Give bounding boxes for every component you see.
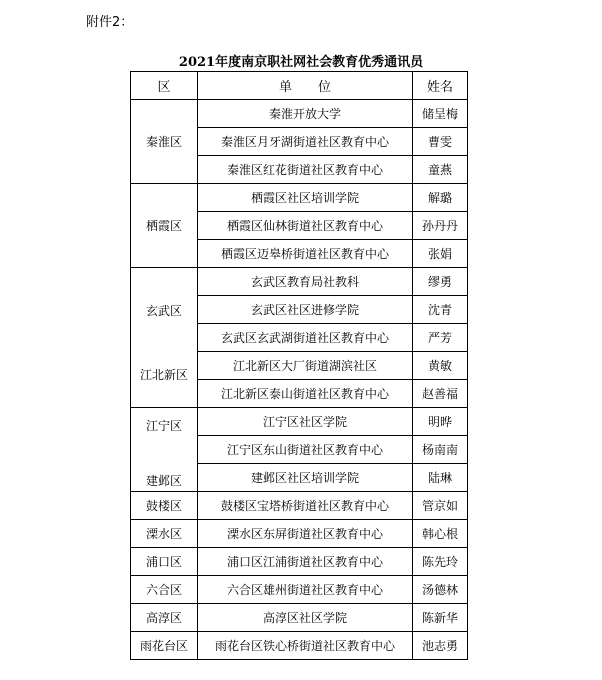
district-label: 江宁区 xyxy=(145,418,182,433)
unit-cell: 玄武区教育局社教科 xyxy=(198,268,413,296)
name-cell: 管京如 xyxy=(413,492,468,520)
table-row xyxy=(131,408,468,436)
district-cell: 雨花台区 xyxy=(131,632,198,660)
district-cell: 秦淮区 xyxy=(131,100,198,184)
name-cell: 黄敏 xyxy=(413,352,468,380)
unit-cell: 秦淮区月牙湖街道社区教育中心 xyxy=(198,128,413,156)
table-row xyxy=(131,548,468,576)
name-cell: 明晔 xyxy=(413,408,468,436)
name-cell: 陈新华 xyxy=(413,604,468,632)
district-label: 建邺区 xyxy=(145,474,182,489)
unit-cell: 溧水区东屏街道社区教育中心 xyxy=(198,520,413,548)
name-cell: 解璐 xyxy=(413,184,468,212)
name-cell: 张娟 xyxy=(413,240,468,268)
unit-cell: 栖霞区迈皋桥街道社区教育中心 xyxy=(198,240,413,268)
unit-cell: 玄武区社区进修学院 xyxy=(198,296,413,324)
name-cell: 缪勇 xyxy=(413,268,468,296)
unit-cell: 高淳区社区学院 xyxy=(198,604,413,632)
name-cell: 储呈梅 xyxy=(413,100,468,128)
header-unit: 单 位 xyxy=(198,72,413,100)
name-cell: 赵善福 xyxy=(413,380,468,408)
district-cell xyxy=(131,268,198,408)
unit-cell: 秦淮开放大学 xyxy=(198,100,413,128)
district-cell: 浦口区 xyxy=(131,548,198,576)
name-cell: 杨南南 xyxy=(413,436,468,464)
unit-cell: 鼓楼区宝塔桥街道社区教育中心 xyxy=(198,492,413,520)
roster-table xyxy=(130,71,468,660)
table-row xyxy=(131,268,468,296)
table-row xyxy=(131,520,468,548)
name-cell: 曹雯 xyxy=(413,128,468,156)
unit-cell: 江北新区泰山街道社区教育中心 xyxy=(198,380,413,408)
unit-cell: 玄武区玄武湖街道社区教育中心 xyxy=(198,324,413,352)
name-cell: 汤德林 xyxy=(413,576,468,604)
unit-cell: 雨花台区铁心桥街道社区教育中心 xyxy=(198,632,413,660)
district-label: 玄武区 xyxy=(145,304,182,318)
district-cell: 溧水区 xyxy=(131,520,198,548)
district-cell: 高淳区 xyxy=(131,604,198,632)
header-name: 姓名 xyxy=(413,72,468,100)
name-cell: 严芳 xyxy=(413,324,468,352)
unit-cell: 江宁区东山街道社区教育中心 xyxy=(198,436,413,464)
district-cell: 鼓楼区 xyxy=(131,492,198,520)
unit-cell: 秦淮区红花街道社区教育中心 xyxy=(198,156,413,184)
name-cell: 陈先玲 xyxy=(413,548,468,576)
table-row xyxy=(131,632,468,660)
table-row xyxy=(131,576,468,604)
name-cell: 童燕 xyxy=(413,156,468,184)
district-cell: 栖霞区 xyxy=(131,184,198,268)
unit-cell: 浦口区江浦街道社区教育中心 xyxy=(198,548,413,576)
district-cell: 六合区 xyxy=(131,576,198,604)
roster-body xyxy=(131,100,468,660)
unit-cell: 六合区雄州街道社区教育中心 xyxy=(198,576,413,604)
header-district: 区 xyxy=(131,72,198,100)
name-cell: 陆琳 xyxy=(413,464,468,492)
table-row xyxy=(131,100,468,128)
unit-cell: 栖霞区仙林街道社区教育中心 xyxy=(198,212,413,240)
document-title: 2021年度南京职社网社会教育优秀通讯员 xyxy=(178,55,424,70)
unit-cell: 江宁区社区学院 xyxy=(198,408,413,436)
header-row xyxy=(131,72,468,100)
unit-cell: 栖霞区社区培训学院 xyxy=(198,184,413,212)
name-cell: 韩心根 xyxy=(413,520,468,548)
name-cell: 孙丹丹 xyxy=(413,212,468,240)
name-cell: 沈青 xyxy=(413,296,468,324)
attachment-label: 附件2： xyxy=(86,15,134,30)
table-row xyxy=(131,604,468,632)
table-row xyxy=(131,184,468,212)
name-cell: 池志勇 xyxy=(413,632,468,660)
district-cell xyxy=(131,408,198,492)
district-label: 江北新区 xyxy=(139,368,188,383)
table-row xyxy=(131,492,468,520)
unit-cell: 江北新区大厂街道湖滨社区 xyxy=(198,352,413,380)
unit-cell: 建邺区社区培训学院 xyxy=(198,464,413,492)
